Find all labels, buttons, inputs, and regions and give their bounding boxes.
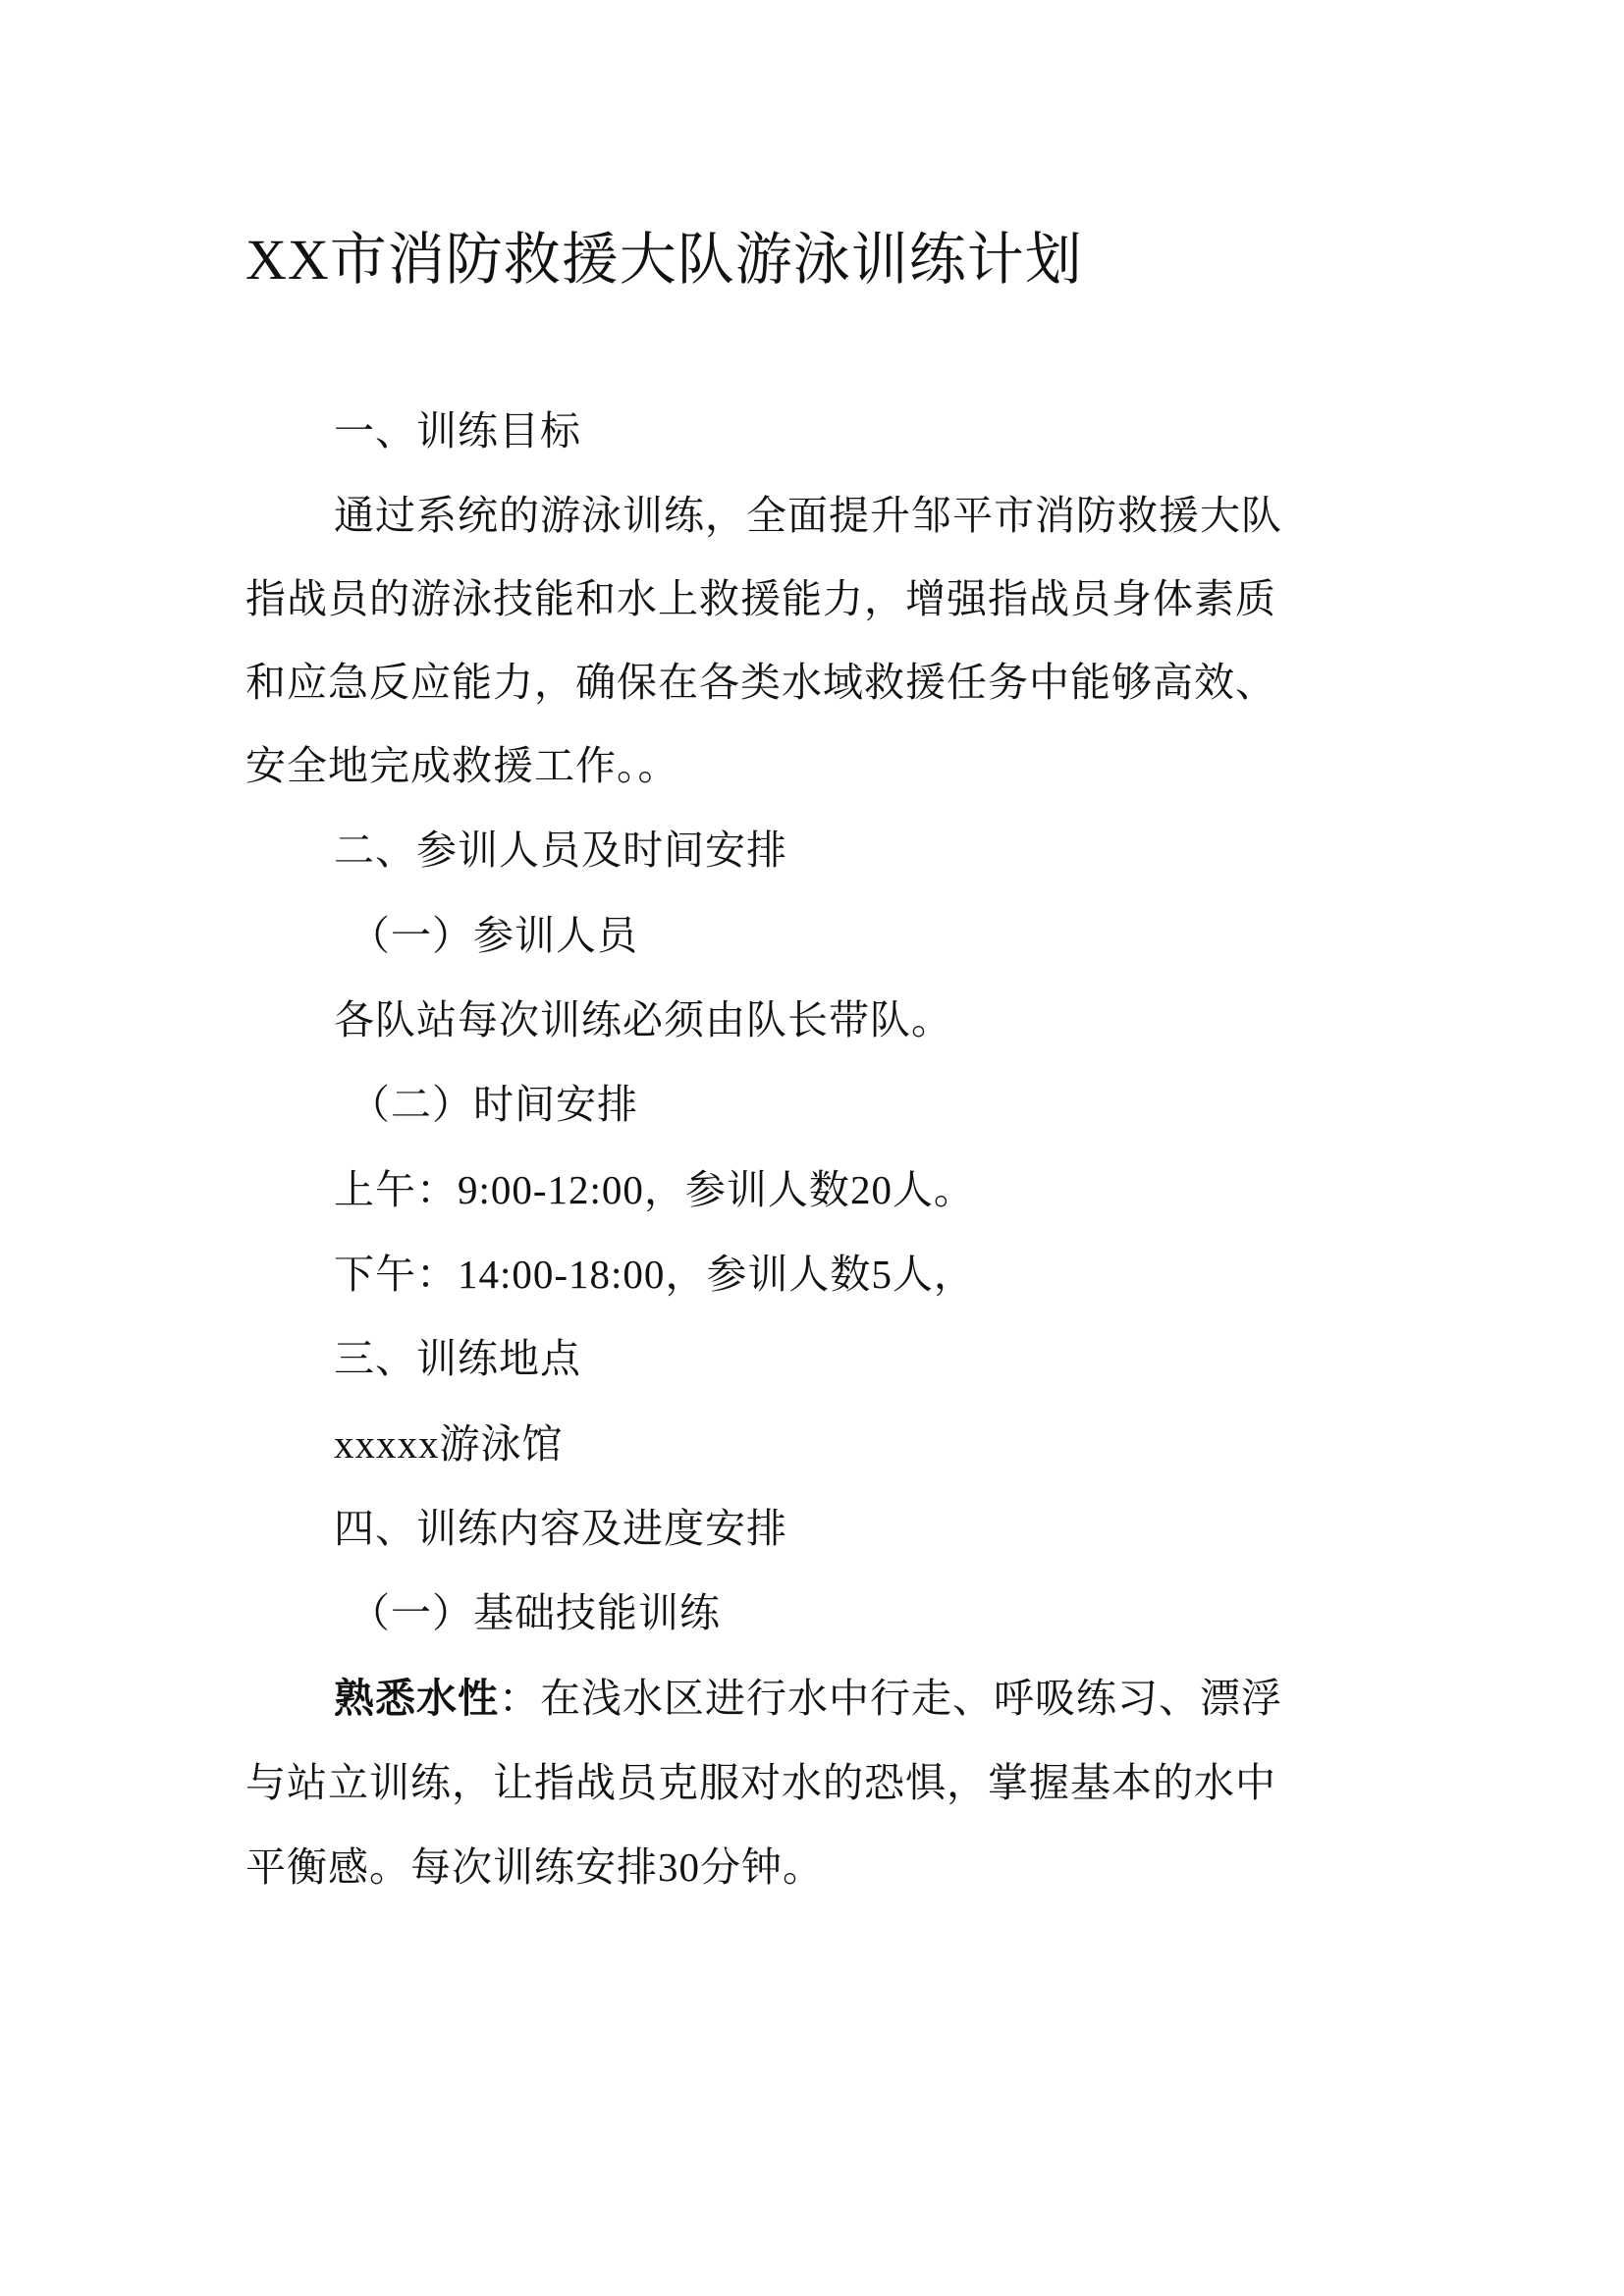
- afternoon-count: 5: [871, 1252, 893, 1297]
- skill-item-text-3a: 平衡感。每次训练安排: [245, 1843, 658, 1891]
- section-1-heading: 一、训练目标: [334, 407, 581, 454]
- afternoon-schedule: [334, 1247, 975, 1302]
- section-4-heading: 四、训练内容及进度安排: [334, 1505, 787, 1552]
- afternoon-label: 下午：: [334, 1251, 458, 1298]
- skill-item-text-1: ：在浅水区进行水中行走、呼吸练习、漂浮: [499, 1675, 1282, 1722]
- afternoon-tail: 人，: [892, 1251, 975, 1298]
- venue-suffix: 游泳馆: [439, 1420, 564, 1468]
- morning-count: 20: [849, 1167, 893, 1212]
- venue-text: [334, 1416, 564, 1471]
- morning-tail: 人。: [892, 1166, 975, 1213]
- section-2-subheading-2: （二）时间安排: [350, 1081, 638, 1128]
- morning-schedule: [334, 1162, 975, 1217]
- afternoon-time: 14:00-18:00: [458, 1252, 666, 1297]
- venue-prefix: xxxxx: [334, 1421, 440, 1467]
- morning-label: 上午：: [334, 1166, 458, 1213]
- skill-item-label: 熟悉水性: [334, 1675, 499, 1722]
- section-3-heading: 三、训练地点: [334, 1335, 581, 1382]
- afternoon-after-time: ，参训人数: [665, 1251, 872, 1298]
- section-4-subheading-1: （一）基础技能训练: [350, 1589, 721, 1636]
- skill-item-line-2: 与站立训练，让指战员克服对水的恐惧，掌握基本的水中: [245, 1759, 1276, 1806]
- document-title: [245, 224, 1384, 295]
- section-1-paragraph-line-3: 和应急反应能力，确保在各类水域救援任务中能够高效、: [245, 659, 1276, 706]
- skill-item-line-3: [245, 1840, 824, 1895]
- participants-text: 各队站每次训练必须由队长带队。: [334, 996, 952, 1043]
- title-text: XX市消防救援大队游泳训练计划: [245, 228, 1083, 292]
- skill-item-minutes: 30: [658, 1844, 700, 1890]
- morning-time: 9:00-12:00: [458, 1167, 644, 1212]
- section-1-paragraph-line-4: 安全地完成救援工作。。: [245, 742, 679, 789]
- section-1-paragraph-line-2: 指战员的游泳技能和水上救援能力，增强指战员身体素质: [245, 575, 1276, 622]
- skill-item-line-1: [334, 1671, 1282, 1726]
- section-2-subheading-1: （一）参训人员: [350, 912, 638, 959]
- skill-item-text-3b: 分钟。: [700, 1843, 824, 1891]
- morning-after-time: ，参训人数: [643, 1166, 850, 1213]
- section-2-heading: 二、参训人员及时间安排: [334, 827, 787, 874]
- section-1-paragraph-line-1: 通过系统的游泳训练，全面提升邹平市消防救援大队: [334, 492, 1282, 539]
